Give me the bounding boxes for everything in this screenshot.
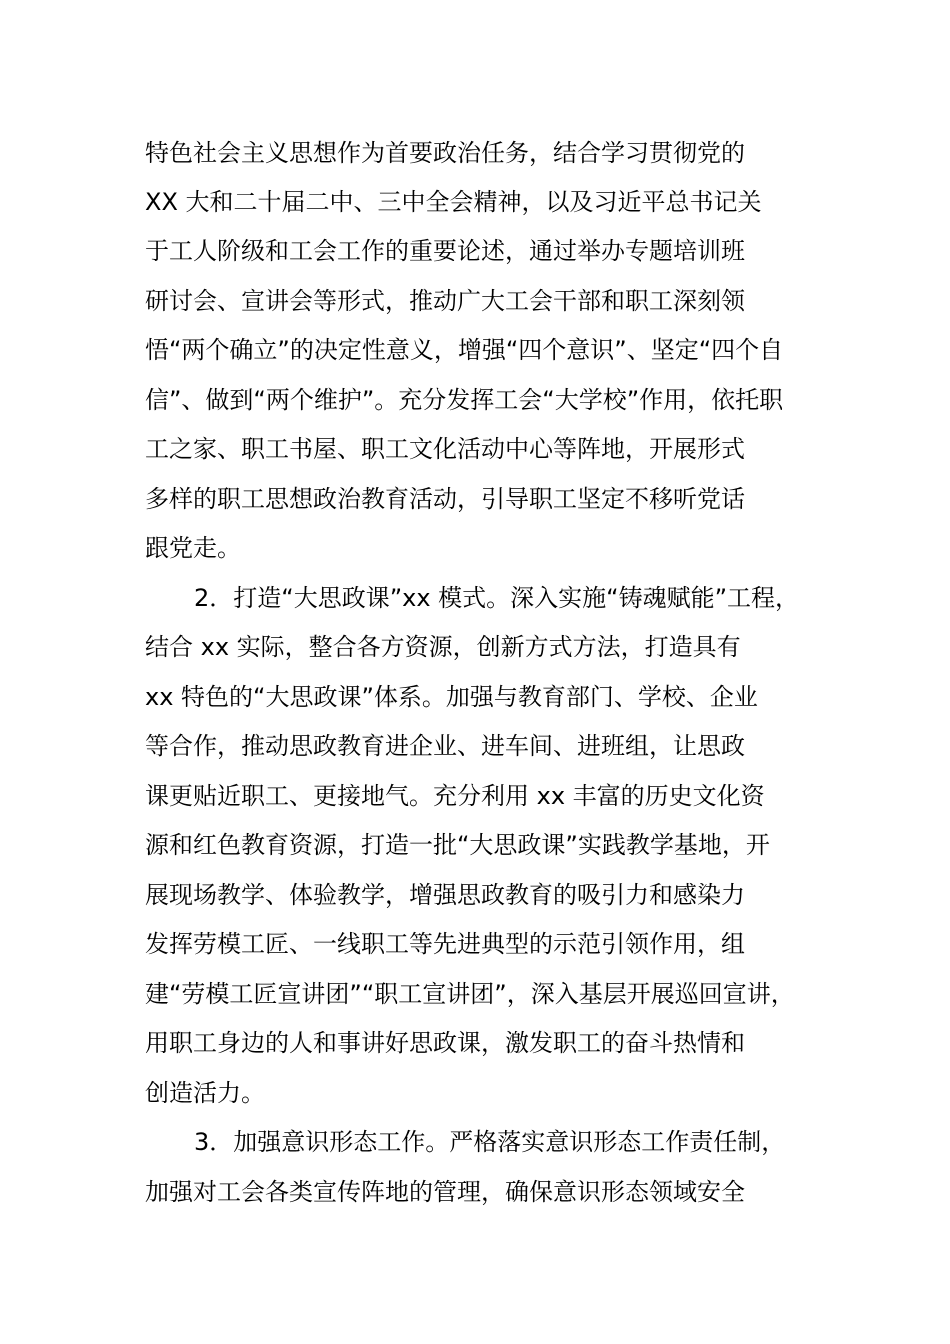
text-line: 等合作，推动思政教育进企业、进车间、进班组，让思政: [145, 732, 745, 760]
text-line: 跟党走。: [145, 534, 241, 562]
text-line: 研讨会、宣讲会等形式，推动广大工会干部和职工深刻领: [145, 287, 745, 315]
paragraph-3-first-line: 3．加强意识形态工作。严格落实意识形态工作责任制，: [194, 1128, 786, 1156]
text-line: 创造活力。: [145, 1079, 265, 1107]
text-line: 课更贴近职工、更接地气。充分利用 xx 丰富的历史文化资: [145, 782, 765, 810]
text-line: 源和红色教育资源，打造一批“大思政课”实践教学基地，开: [145, 831, 770, 859]
text-line: xx 特色的“大思政课”体系。加强与教育部门、学校、企业: [145, 683, 758, 711]
text-line: 特色社会主义思想作为首要政治任务，结合学习贯彻党的: [145, 139, 745, 167]
text-line: 建“劳模工匠宣讲团”“职工宣讲团”，深入基层开展巡回宣讲，: [145, 980, 795, 1008]
text-line: 展现场教学、体验教学，增强思政教育的吸引力和感染力: [145, 881, 745, 909]
text-line: 加强对工会各类宣传阵地的管理，确保意识形态领域安全: [145, 1178, 745, 1206]
text-line: 结合 xx 实际，整合各方资源，创新方式方法，打造具有: [145, 633, 741, 661]
text-line: 于工人阶级和工会工作的重要论述，通过举办专题培训班: [145, 237, 745, 265]
text-line: 用职工身边的人和事讲好思政课，激发职工的奋斗热情和: [145, 1029, 745, 1057]
text-line: 发挥劳模工匠、一线职工等先进典型的示范引领作用，组: [145, 930, 745, 958]
paragraph-2-first-line: 2．打造“大思政课”xx 模式。深入实施“铸魂赋能”工程，: [194, 584, 800, 612]
text-line: 信”、做到“两个维护”。充分发挥工会“大学校”作用，依托职: [145, 386, 784, 414]
text-line: 工之家、职工书屋、职工文化活动中心等阵地，开展形式: [145, 435, 745, 463]
text-line: XX 大和二十届二中、三中全会精神，以及习近平总书记关: [145, 188, 762, 216]
text-line: 多样的职工思想政治教育活动，引导职工坚定不移听党话: [145, 485, 745, 513]
text-line: 悟“两个确立”的决定性意义，增强“四个意识”、坚定“四个自: [145, 336, 784, 364]
